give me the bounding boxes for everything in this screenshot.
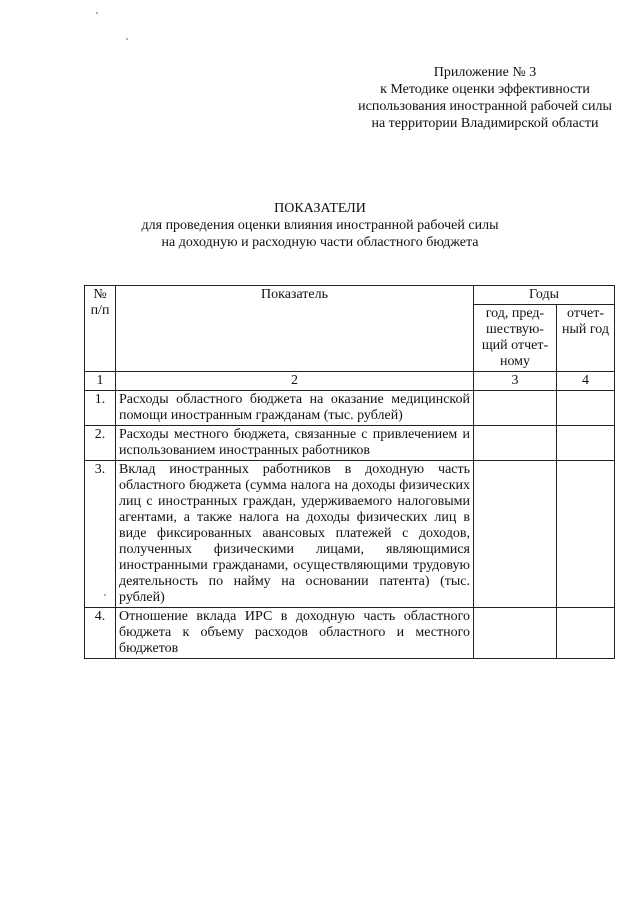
header-prev-year: год, пред-шествую-щий отчет-ному bbox=[474, 305, 557, 372]
header-report-year: отчет-ный год bbox=[557, 305, 615, 372]
header-num: № п/п bbox=[85, 286, 116, 372]
row-number: 4. bbox=[85, 608, 116, 659]
table-row bbox=[85, 391, 615, 426]
row-indicator: Расходы местного бюджета, связанные с привлечением и использованием иностранных работников bbox=[116, 426, 474, 461]
appendix-block bbox=[340, 64, 630, 132]
table-row bbox=[85, 608, 615, 659]
row-report-year-value bbox=[557, 608, 615, 659]
row-number: 2. bbox=[85, 426, 116, 461]
heading-subtitle-line: на доходную и расходную части областного бюджета bbox=[161, 235, 479, 250]
col-number: 2 bbox=[116, 372, 474, 391]
indicators-table bbox=[84, 285, 615, 659]
row-indicator: Расходы областного бюджета на оказание медицинской помощи иностранным гражданам (тыс. рублей) bbox=[116, 391, 474, 426]
row-prev-year-value bbox=[474, 426, 557, 461]
row-prev-year-value bbox=[474, 608, 557, 659]
appendix-line: на территории Владимирской области bbox=[371, 116, 599, 131]
col-number: 1 bbox=[85, 372, 116, 391]
appendix-line: Приложение № 3 bbox=[433, 65, 537, 80]
row-indicator: Вклад иностранных работников в доходную часть областного бюджета (сумма налога на доходы физических лиц с иностранных граждан, удерживаемого налоговыми агентами, а также налога на доходы физических лиц в виде фиксированных авансовых платежей с доходов, полученных физическими лицами, являющимися иностранными гражданами, осуществляющими трудовую деятельность по найму на основании патента) (тыс. рублей) bbox=[116, 461, 474, 608]
document-heading bbox=[120, 200, 520, 251]
heading-subtitle-line: для проведения оценки влияния иностранной рабочей силы bbox=[141, 218, 499, 233]
table-row bbox=[85, 461, 615, 608]
col-number: 4 bbox=[557, 372, 615, 391]
header-indicator: Показатель bbox=[116, 286, 474, 372]
row-prev-year-value bbox=[474, 461, 557, 608]
scan-speck bbox=[104, 594, 106, 596]
scan-speck bbox=[96, 12, 98, 14]
row-prev-year-value bbox=[474, 391, 557, 426]
row-number: 3. bbox=[85, 461, 116, 608]
row-number: 1. bbox=[85, 391, 116, 426]
row-report-year-value bbox=[557, 461, 615, 608]
row-report-year-value bbox=[557, 426, 615, 461]
row-report-year-value bbox=[557, 391, 615, 426]
column-number-row bbox=[85, 372, 615, 391]
appendix-line: к Методике оценки эффективности bbox=[380, 82, 590, 97]
table-row bbox=[85, 426, 615, 461]
row-indicator: Отношение вклада ИРС в доходную часть областного бюджета к объему расходов областного и местного бюджетов bbox=[116, 608, 474, 659]
table-header-row bbox=[85, 286, 615, 305]
header-years: Годы bbox=[474, 286, 615, 305]
col-number: 3 bbox=[474, 372, 557, 391]
appendix-line: использования иностранной рабочей силы bbox=[358, 99, 612, 114]
heading-title: ПОКАЗАТЕЛИ bbox=[274, 201, 366, 216]
scan-speck bbox=[126, 38, 128, 40]
